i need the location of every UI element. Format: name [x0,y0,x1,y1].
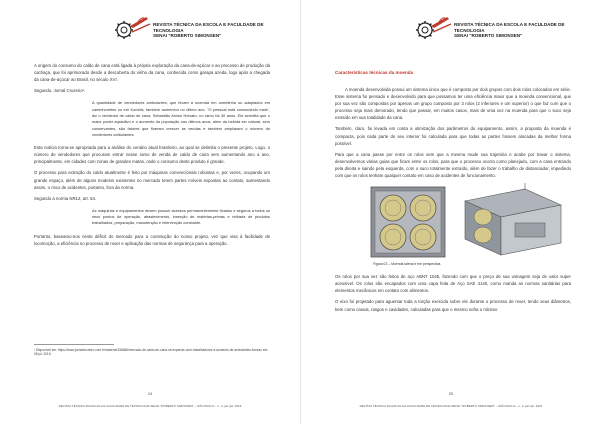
paragraph: Os rolos por sua vez são feitos de aço ABNT 1045, fazendo com que o preço de sua usinagem seja de valor super acessível. Os rolos são encapados com uma capa feita de Aço SAE 4140, como manda as normas sanitárias para elementos mecânicos em contato com alimentos. [335,274,571,294]
figure-caption: Figura 02 – Moenda lateral e em perspectiva. [373,262,442,267]
paragraph: Esta notícia torna-se apropriada para a análise do cenário atual brasileiro, ao qual se delimita o presente projeto. Logo, o número de vendedores que procuram entrar nesse ramo de venda de caldo de cana vem aumentando ano a ano, principalmente, em cidades com zonas de grandes matas, onde o consumo deste produto é grande. [34,145,270,165]
journal-title-line1: REVISTA TÉCNICA DA ESCOLA E FACULDADE DE TECNOLOGIA [153,22,264,33]
journal-title-line2: SENAI "ROBERTO SIMONSEN" [153,33,222,39]
paragraph: O processo para extração do caldo atualmente é feito por máquinas convencionais robustas e, por vezes, ocupando um grande espaço, além de alguns modelos existentes no mercado terem partes móveis expostas ao contato, aumentando assim, o risco de acidentes, portanto, fora da norma. [34,170,270,190]
paragraph: A moenda desenvolvida possui um sistema único que é composto por dois grupos com dois rolos colocados em série. Esse sistema foi pensado e desenvolvido para que possamos ter uma eficiência maior que a moenda convencional, que por sua vez são compostas por apenas um grupo composto por 3 rolos (2 inferiores e um superior) o que faz com que o processo seja mais demorado, tendo que passar, em muitos casos, mais de uma vez na moenda para que o suco seja extraído em sua totalidade da cana. [335,87,571,121]
block-quote: As máquinas e equipamentos devem possuir acessos permanentemente fixados e seguros a todos os seus pontos de operação, abastecimento, inserção de matérias-primas e retirada de produtos trabalhados, preparação, manutenção e intervenção constante. [92,207,270,226]
paragraph: Também, claro, foi levada em conta a otimização dos parâmetros do equipamento, assim, a proposta da moenda é compacta, pois cada parte do seu interior foi calculada para que todas as partes fossem alocadas da melhor forma possível. [335,126,571,146]
page-header [301,14,600,54]
footnote-divider [34,344,114,345]
block-quote: A quantidade de vendedores ambulantes, que levam a moenda em carretinha ou adaptados em caminhonetes ou em Kombis, também aumentou no último ano. "O pessoal está consumindo mais", diz o vendedor de caldo de cana, Sebastião Anísio Holvato, no ramo há 30 anos. Ele acredita que o maior poder aquisitivo e o aumento da população nos últimos anos, além da bebida ser natural, sem conservantes, são fatores que fizeram crescer as vendas e também ampliaram o número de vendedores ambulantes. [92,100,270,137]
paragraph: Para que a cana passe por entre os rolos sem que a mesma mude sua trajetória e acabe por travar o sistema, desenvolvemos várias guias que ficam entre os rolos, para que o processo ocorra como planejado, com a cana entrando pela direita e saindo pela esquerda, com o suco totalmente extraído, além de fazer o trabalho de distanciador, impedindo com que os rolos tenham qualquer contato em caso de acidentes de funcionamento. [335,151,571,179]
journal-title [153,22,293,39]
page-number: 24 [148,392,152,396]
journal-title [454,22,594,39]
paragraph: Portanto, baseamo-nos neste déficit do mercado para a construção do nosso projeto, vez que visa à facilidade de locomoção, a eficiência no processo de moer e aplicação das normas de segurança para a operação. [34,233,270,246]
page-header [0,14,300,54]
citation: Segundo, Jornal Cruzeiro¹. [34,88,86,94]
citation: Segundo a norma NR12, art. 64. [34,195,97,201]
section-title: Características técnicas da moenda [335,70,414,75]
left-content [34,62,270,251]
right-content [335,70,571,317]
gear-cane-logo-icon [112,14,152,42]
page-number: 25 [449,392,453,396]
gear-cane-logo-icon [413,14,453,42]
footnote: ¹ Disponível em: https://www.jornalcruzeiro.com.br/materia/336686/mercado-de-caldo-de-cana-se-expande-com-trabalhadores-e-aumento-de-ambulantes Acesso em: 08 jul. 2016. [34,348,269,357]
moenda-diagram-image [365,183,565,259]
journal-title-line2: SENAI "ROBERTO SIMONSEN" [454,33,523,39]
page-footer: REVISTA TÉCNICA DA ESCOLA E FACULDADE DE TECNOLOGIA SENAI "ROBERTO SIMONSEN" – SÃO PAULO – n. 2, jan./jul. 2016 [359,404,543,408]
figure-moenda [365,183,565,259]
journal-title-line1: REVISTA TÉCNICA DA ESCOLA E FACULDADE DE TECNOLOGIA [454,22,565,33]
right-page [300,0,600,424]
paragraph: A origem do consumo do caldo de cana está ligada à própria exploração da cana-de-açúcar e ao processo de produção da cachaça, que foi aprimorado desde a descoberta do vinho da cana, conhecida como garapa azeda, logo após a chegada da cana-de-açúcar ao Brasil, no século XVI. [34,63,270,83]
page-footer: REVISTA TÉCNICA DA ESCOLA E FACULDADE DE TECNOLOGIA SENAI "ROBERTO SIMONSEN" – SÃO PAULO – n. 2, jan./jul. 2016 [58,404,242,408]
paragraph: O eixo foi projetado para aguentar toda a torção exercida sobre ele durante o processo de moer, tendo seus diâmetros, bem como canais, rasgos e cavidades, calculadas para que o mesmo sofra o mínimo [335,299,571,312]
